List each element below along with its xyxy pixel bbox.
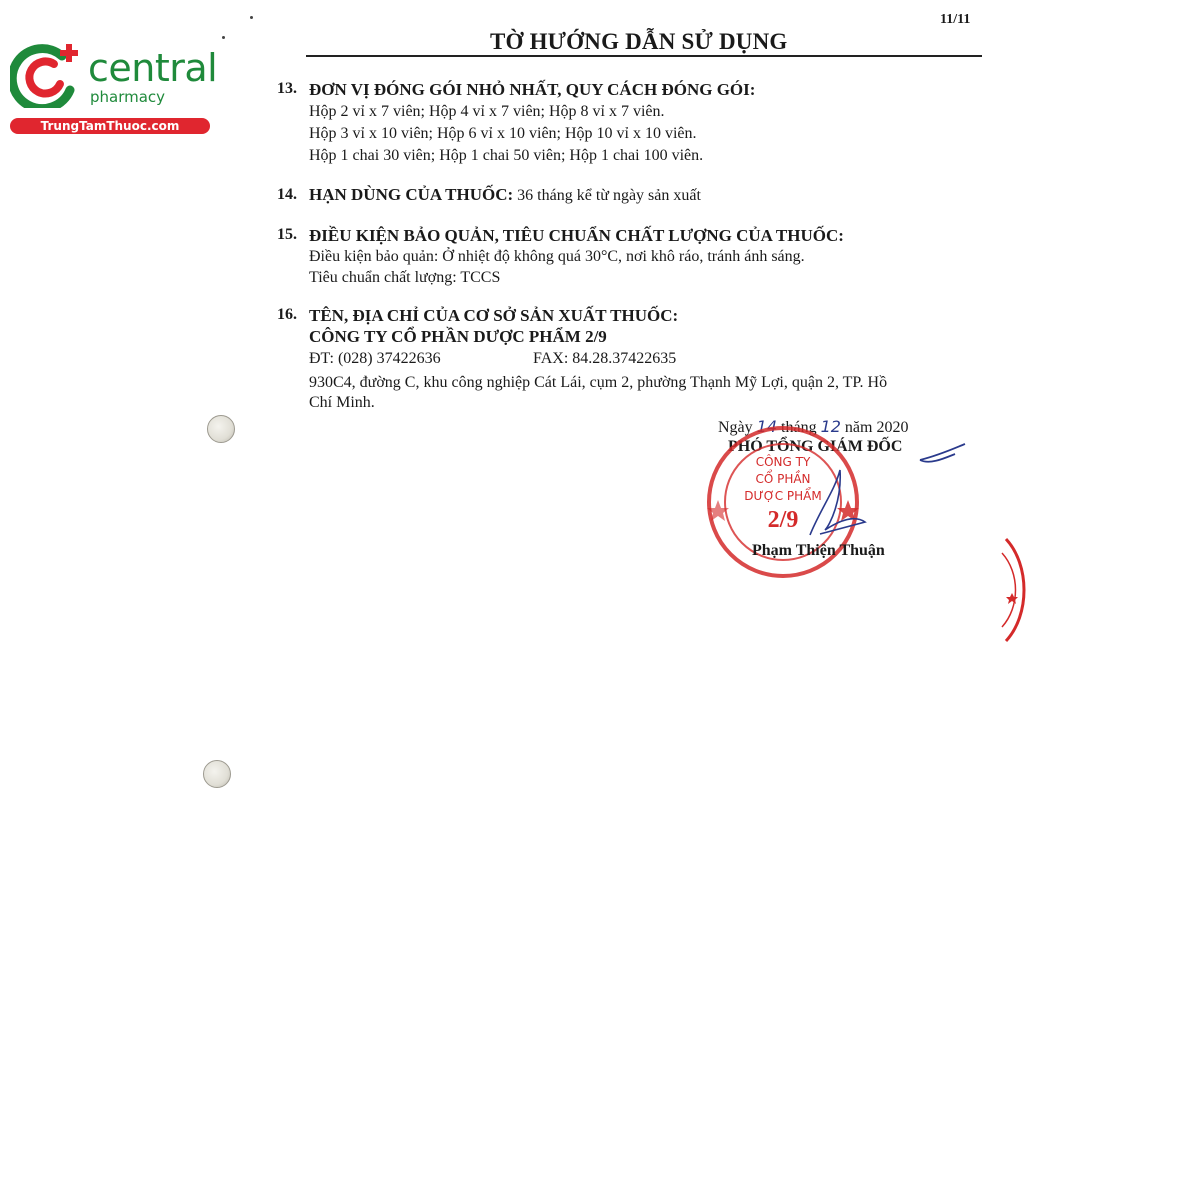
punch-hole — [207, 415, 235, 443]
logo-wordmark: central — [88, 46, 218, 90]
scan-speck — [222, 36, 225, 39]
section-13-heading: ĐƠN VỊ ĐÓNG GÓI NHỎ NHẤT, QUY CÁCH ĐÓNG GÓI: — [309, 80, 756, 99]
month-label: tháng — [781, 419, 817, 436]
section-15-number: 15. — [277, 226, 297, 243]
packaging-line: Hộp 3 vỉ x 10 viên; Hộp 6 vỉ x 10 viên; Hộp 10 vỉ x 10 viên. — [309, 125, 697, 142]
quality-standard-line: Tiêu chuẩn chất lượng: TCCS — [309, 269, 501, 286]
shelf-life-text: 36 tháng kể từ ngày sản xuất — [517, 187, 701, 204]
section-16-heading: TÊN, ĐỊA CHỈ CỦA CƠ SỞ SẢN XUẤT THUỐC: — [309, 306, 679, 325]
handwritten-signature — [780, 430, 980, 540]
signer-role: PHÓ TỔNG GIÁM ĐỐC — [728, 438, 903, 455]
page-number: 11/11 — [940, 12, 971, 27]
section-16-number: 16. — [277, 306, 297, 323]
pharmacy-cross-icon — [10, 38, 90, 108]
logo-subtitle: pharmacy — [90, 88, 166, 106]
section-15-heading: ĐIỀU KIỆN BẢO QUẢN, TIÊU CHUẨN CHẤT LƯỢNG CỦA THUỐC: — [309, 226, 844, 245]
section-14-row — [309, 185, 701, 205]
seal-text: CÔNG TY CỔ PHẦN DƯỢC PHẨM 2/9 — [744, 455, 822, 533]
section-14-number: 14. — [277, 186, 297, 203]
section-13-number: 13. — [277, 80, 297, 97]
manufacturer-address-line: 930C4, đường C, khu công nghiệp Cát Lái, cụm 2, phường Thạnh Mỹ Lợi, quận 2, TP. Hồ — [309, 374, 888, 391]
document-title: TỜ HƯỚNG DẪN SỬ DỤNG — [490, 29, 788, 54]
manufacturer-name: CÔNG TY CỔ PHẦN DƯỢC PHẨM 2/9 — [309, 327, 607, 346]
manufacturer-fax: FAX: 84.28.37422635 — [533, 350, 677, 367]
partial-seal-edge — [1000, 535, 1030, 645]
storage-condition-line: Điều kiện bảo quản: Ở nhiệt độ không quá 30°C, nơi khô ráo, tránh ánh sáng. — [309, 248, 805, 265]
logo-url-badge: TrungTamThuoc.com — [10, 118, 210, 134]
scan-speck — [250, 16, 253, 19]
date-prefix: Ngày — [718, 419, 753, 436]
packaging-line: Hộp 2 vỉ x 7 viên; Hộp 4 vỉ x 7 viên; Hộp 8 vỉ x 7 viên. — [309, 103, 665, 120]
manufacturer-address-line: Chí Minh. — [309, 394, 375, 411]
date-month-handwritten: 12 — [820, 417, 841, 436]
date-day-handwritten: 14 — [756, 417, 778, 436]
signer-name: Phạm Thiện Thuận — [752, 542, 885, 559]
manufacturer-phone: ĐT: (028) 37422636 — [309, 350, 441, 367]
packaging-line: Hộp 1 chai 30 viên; Hộp 1 chai 50 viên; Hộp 1 chai 100 viên. — [309, 147, 704, 164]
section-14-heading: HẠN DÙNG CỦA THUỐC: — [309, 185, 514, 204]
year-label: năm 2020 — [844, 419, 909, 436]
punch-hole — [203, 760, 231, 788]
title-underline — [306, 55, 982, 57]
